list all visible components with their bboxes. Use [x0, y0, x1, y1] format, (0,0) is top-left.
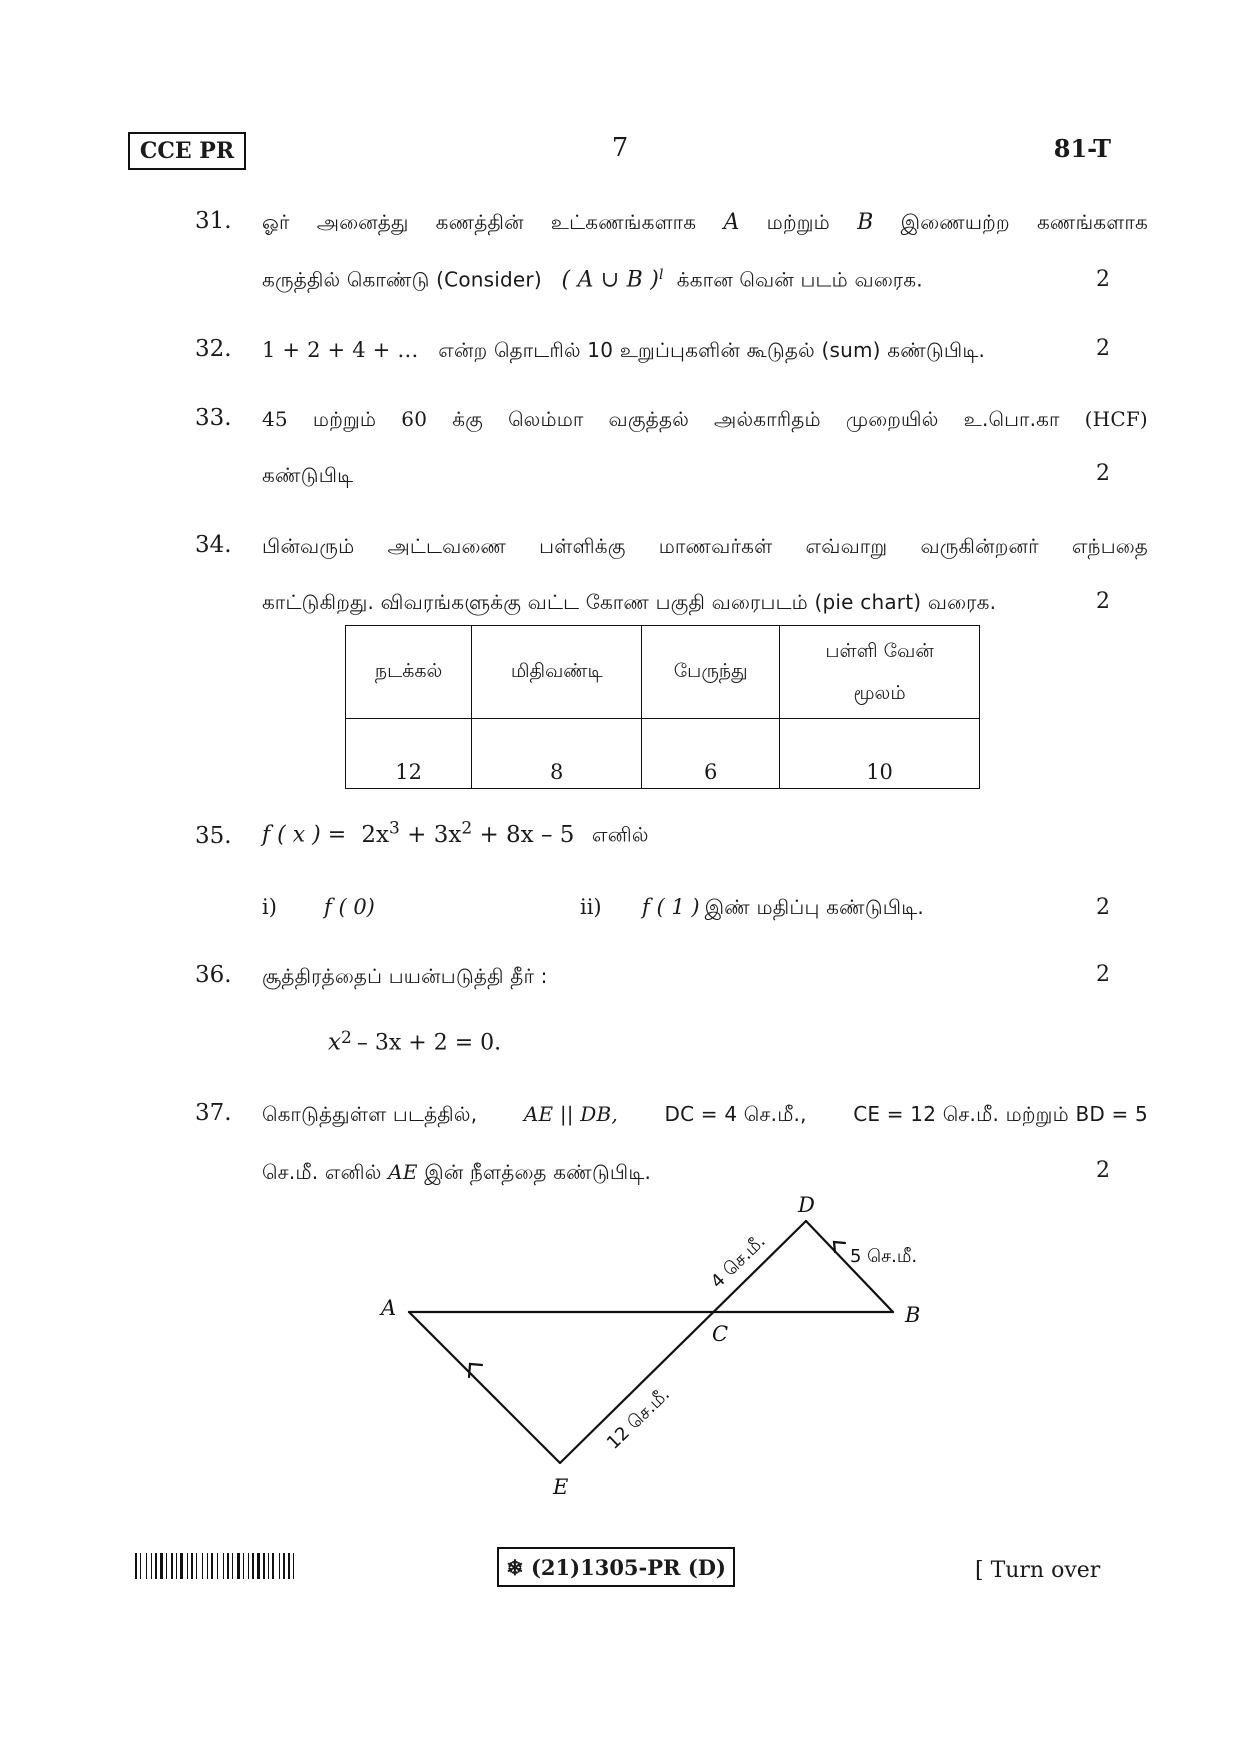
footer-paper-code: ❄ (21)1305-PR (D) — [497, 1547, 735, 1587]
turn-over-note: [ Turn over — [975, 1558, 1101, 1583]
table-header: நடக்கல் — [346, 626, 472, 719]
marks: 2 — [1096, 589, 1110, 614]
dc-length: DC = 4 செ.மீ., — [664, 1102, 807, 1126]
word: கணங்களாக — [1036, 210, 1148, 234]
text: கொடுத்துள்ள படத்தில், — [262, 1102, 478, 1126]
question-number: 36. — [195, 962, 232, 988]
word: இணையற்ற — [900, 210, 1010, 234]
label-a: A — [381, 1296, 397, 1320]
word: அட்டவணை — [387, 534, 507, 558]
marks: 2 — [1096, 895, 1110, 920]
marks: 2 — [1096, 962, 1110, 987]
complement-mark: l — [658, 267, 664, 283]
text: செ.மீ. எனில் — [262, 1160, 382, 1184]
set-b: B — [857, 210, 874, 235]
function-lhs: f ( x ) = — [262, 822, 347, 848]
word: உட்கணங்களாக — [550, 210, 697, 234]
marks: 2 — [1096, 1158, 1110, 1183]
union-expression: ( A ∪ B ) — [561, 267, 659, 293]
table-cell: 8 — [472, 719, 642, 789]
word: கணத்தின் — [435, 210, 524, 234]
set-a: A — [723, 210, 740, 235]
sub-expression: f ( 1 ) — [642, 895, 700, 919]
label-ce-length: 12 செ.மீ. — [602, 1383, 675, 1454]
text: கருத்தில் கொண்டு (Consider) — [262, 267, 542, 292]
label-dc-length: 4 செ.மீ. — [706, 1230, 770, 1293]
question-number: 37. — [195, 1100, 232, 1126]
sub-expression: f ( 0) — [324, 895, 375, 919]
text: க்கான வென் படம் வரைக. — [676, 267, 923, 292]
ce-bd-length: CE = 12 செ.மீ. மற்றும் BD = 5 — [853, 1102, 1148, 1126]
word: மாணவர்கள் — [658, 534, 773, 558]
marks: 2 — [1096, 267, 1110, 292]
table-header: மிதிவண்டி — [472, 626, 642, 719]
question-number: 34. — [195, 532, 232, 558]
table-header: பேருந்து — [642, 626, 780, 719]
text: என்ற தொடரில் 10 உறுப்புகளின் கூடுதல் (sum) கண்டுபிடி. — [438, 338, 986, 362]
word: வருகின்றனர் — [920, 534, 1039, 558]
word: (HCF) — [1084, 407, 1148, 431]
series: 1 + 2 + 4 + … — [262, 338, 419, 362]
word: முறையில் — [845, 407, 939, 431]
exponent: 2 — [340, 1028, 352, 1048]
question-36-text: சூத்திரத்தைப் பயன்படுத்தி தீர் : — [262, 964, 548, 988]
segment-ae: AE — [388, 1160, 418, 1184]
term: + 3x — [407, 821, 462, 848]
word: மற்றும் — [312, 407, 377, 431]
table-cell: 10 — [780, 719, 980, 789]
label-c: C — [712, 1322, 729, 1346]
word: மற்றும் — [766, 210, 830, 234]
parallel-condition: AE || DB, — [523, 1102, 618, 1126]
question-number: 33. — [195, 405, 232, 431]
word: பள்ளிக்கு — [539, 534, 626, 558]
question-33-line-2: கண்டுபிடி — [262, 463, 354, 487]
question-number: 35. — [195, 823, 232, 849]
page-number: 7 — [611, 133, 629, 163]
term: + 8x – 5 — [479, 821, 575, 848]
label-d: D — [798, 1193, 815, 1217]
word: வகுத்தல் — [608, 407, 689, 431]
header-line: மூலம் — [853, 682, 906, 704]
word: எவ்வாறு — [805, 534, 888, 558]
text: இண் மதிப்பு கண்டுபிடி. — [704, 895, 924, 919]
variable: x — [328, 1029, 341, 1056]
word: ஓர் — [262, 210, 290, 234]
word: 60 — [401, 407, 428, 431]
table-cell: 6 — [642, 719, 780, 789]
text: எனில் — [591, 822, 649, 847]
word: பின்வரும் — [262, 534, 355, 558]
header-line: பள்ளி வேன் — [825, 640, 934, 662]
barcode — [135, 1553, 363, 1579]
sub-label: ii) — [580, 895, 602, 919]
table-cell: 12 — [346, 719, 472, 789]
paper-code: 81-T — [1053, 134, 1111, 163]
question-number: 31. — [195, 208, 232, 234]
word: அல்காரிதம் — [714, 407, 821, 431]
label-e: E — [553, 1475, 569, 1499]
question-34-line-2: காட்டுகிறது. விவரங்களுக்கு வட்ட கோண பகுதி வரைபடம் (pie chart) வரைக. — [262, 590, 997, 614]
segment-ed — [560, 1221, 806, 1463]
word: லெம்மா — [508, 407, 584, 431]
word: எந்பதை — [1071, 534, 1148, 558]
marks: 2 — [1096, 461, 1110, 486]
label-b: B — [905, 1303, 921, 1327]
segment-ae — [409, 1312, 560, 1463]
question-number: 32. — [195, 336, 232, 362]
arrow-db-icon — [834, 1242, 845, 1252]
word: 45 — [262, 407, 288, 431]
exponent: 3 — [389, 818, 400, 838]
sub-label: i) — [262, 895, 277, 919]
label-bd-length: 5 செ.மீ. — [850, 1246, 918, 1267]
exam-tag: CCE PR — [128, 132, 246, 170]
exponent: 2 — [461, 818, 473, 838]
word: க்கு — [452, 407, 484, 431]
text: இன் நீளத்தை கண்டுபிடி. — [424, 1160, 652, 1184]
word: உ.பொ.கா — [963, 407, 1060, 431]
marks: 2 — [1096, 336, 1110, 361]
word: அனைத்து — [316, 210, 409, 234]
equation-rest: – 3x + 2 = 0. — [356, 1030, 502, 1056]
term: 2x — [361, 821, 389, 848]
